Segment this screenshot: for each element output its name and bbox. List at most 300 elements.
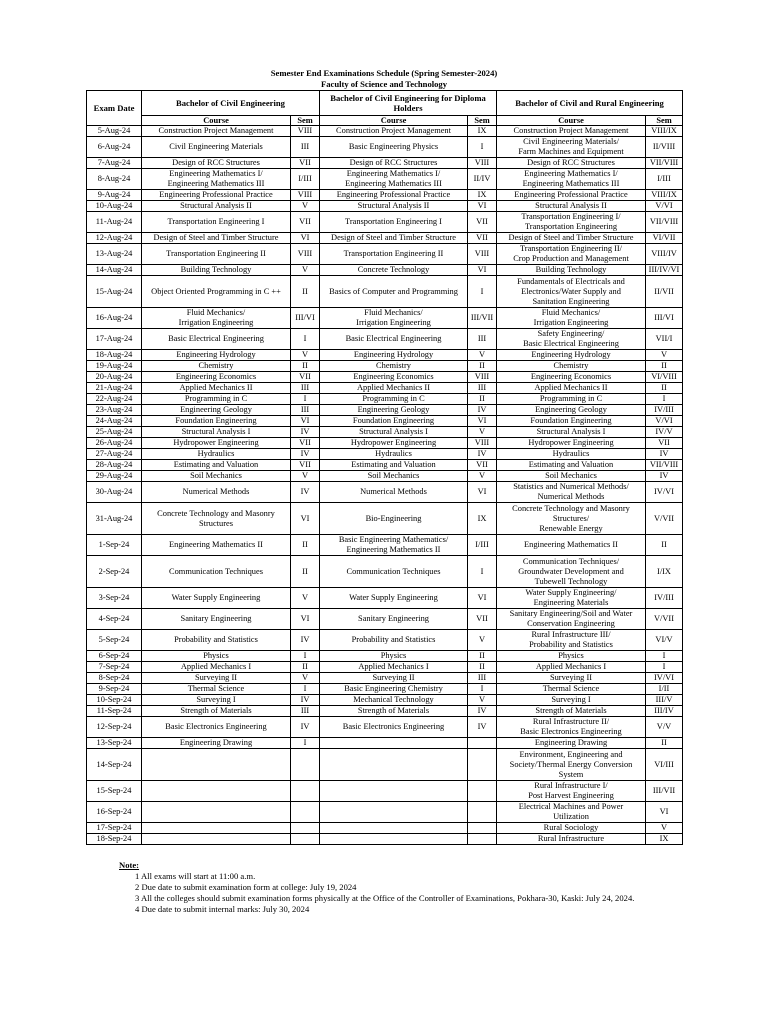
- course-cell: [142, 394, 291, 405]
- sem-cell: [646, 471, 683, 482]
- semester: IX: [477, 126, 487, 135]
- exam-date: 14-Sep-24: [96, 759, 132, 769]
- course-line: Basic Electrical Engineering: [345, 334, 442, 343]
- exam-date: 31-Aug-24: [95, 513, 133, 523]
- sem-cell: [291, 201, 320, 212]
- sem-cell: [646, 834, 683, 845]
- course-line: Soil Mechanics: [545, 471, 597, 480]
- semester: I: [662, 651, 666, 660]
- exam-date: 16-Sep-24: [96, 807, 132, 816]
- semester: VI/VIII: [651, 372, 677, 381]
- exam-date-cell: [87, 394, 142, 405]
- exam-date-cell: [87, 372, 142, 383]
- semester: VIII: [297, 126, 313, 135]
- course-line: Engineering Mathematics I/: [346, 169, 441, 178]
- course-cell: [320, 169, 468, 190]
- exam-date: 11-Aug-24: [95, 217, 133, 226]
- course-cell: [320, 416, 468, 427]
- note-item: 2 Due date to submit examination form at college: July 19, 2024: [135, 882, 357, 892]
- sem-cell: [291, 276, 320, 308]
- sem-cell: [646, 630, 683, 651]
- course-cell: [142, 126, 291, 137]
- course-cell: [320, 449, 468, 460]
- semester: I: [303, 651, 307, 660]
- course-cell: [320, 802, 468, 823]
- course-cell: [497, 651, 646, 662]
- sem-cell: [646, 427, 683, 438]
- course-cell: [142, 244, 291, 265]
- sem-cell: [291, 350, 320, 361]
- sem-cell: [291, 137, 320, 158]
- course-cell: [142, 823, 291, 834]
- course-cell: [497, 738, 646, 749]
- sem-cell: [646, 201, 683, 212]
- course-cell: [497, 233, 646, 244]
- sem-cell: [468, 416, 497, 427]
- table-row: [87, 438, 683, 449]
- sem-cell: [646, 438, 683, 449]
- sem-cell: [468, 609, 497, 630]
- semester: IV/V: [655, 427, 673, 436]
- course-cell: [142, 706, 291, 717]
- sem-cell: [646, 405, 683, 416]
- course-line: Statistics and Numerical Methods/: [513, 482, 629, 491]
- sem-cell: [646, 372, 683, 383]
- exam-date: 8-Aug-24: [97, 174, 131, 183]
- course-line: Structural Analysis I: [181, 427, 251, 436]
- exam-date: 2-Sep-24: [98, 566, 130, 576]
- course-cell: [142, 372, 291, 383]
- sem-cell: [291, 630, 320, 651]
- sem-cell: [468, 449, 497, 460]
- schedule-rows: [87, 126, 683, 845]
- sem-cell: [646, 126, 683, 137]
- sem-cell: [646, 169, 683, 190]
- semester: V: [301, 265, 309, 274]
- course-line: Fluid Mechanics/: [364, 308, 423, 317]
- course-line: Chemistry: [198, 361, 234, 370]
- exam-date: 1-Sep-24: [98, 540, 130, 549]
- sem-cell: [291, 329, 320, 350]
- semester: II: [302, 540, 308, 549]
- exam-date-cell: [87, 609, 142, 630]
- course-cell: [320, 383, 468, 394]
- course-line: Engineering Geology: [357, 405, 430, 414]
- exam-date-cell: [87, 695, 142, 706]
- exam-schedule-table: [86, 90, 683, 845]
- course-line: Probability and Statistics: [529, 640, 613, 649]
- semester: IV: [659, 449, 669, 458]
- exam-date: 30-Aug-24: [95, 487, 133, 496]
- course-line: Society/Thermal Energy Conversion: [509, 759, 633, 769]
- semester: VIII/IX: [651, 126, 677, 135]
- course-line: Communication Techniques: [346, 566, 441, 576]
- exam-date-cell: [87, 630, 142, 651]
- sem-cell: [291, 673, 320, 684]
- semester: VI/III: [654, 759, 674, 769]
- sem-cell: [291, 609, 320, 630]
- table-row: [87, 706, 683, 717]
- course-line: Soil Mechanics: [190, 471, 242, 480]
- course-cell: [320, 427, 468, 438]
- semester: II/VIII: [652, 142, 676, 151]
- course-line: Rural Infrastructure III/: [531, 630, 611, 639]
- exam-date-cell: [87, 438, 142, 449]
- course-line: Hydraulics: [197, 449, 235, 458]
- course-cell: [497, 416, 646, 427]
- course-cell: [142, 588, 291, 609]
- semester: I: [662, 394, 666, 403]
- course-line: Transportation Engineering II/: [519, 244, 623, 253]
- semester: I: [480, 142, 484, 151]
- course-cell: [142, 212, 291, 233]
- course-line: Structural Analysis II: [535, 201, 607, 210]
- course-cell: [142, 329, 291, 350]
- course-line: Basics of Computer and Programming: [329, 286, 458, 296]
- course-cell: [142, 460, 291, 471]
- course-line: Structural Analysis II: [180, 201, 252, 210]
- semester: VIII: [297, 249, 313, 258]
- semester: V: [478, 471, 486, 480]
- course-line: Transportation Engineering I: [345, 217, 442, 226]
- sem-cell: [291, 749, 320, 781]
- exam-date: 22-Aug-24: [95, 394, 133, 403]
- course-line: Basic Electrical Engineering: [523, 339, 619, 348]
- sem-cell: [468, 405, 497, 416]
- table-row: [87, 244, 683, 265]
- semester: IV: [659, 471, 669, 480]
- sem-cell: [291, 158, 320, 169]
- semester: II: [479, 361, 485, 370]
- table-row: [87, 802, 683, 823]
- sem-cell: [291, 438, 320, 449]
- semester: VII/I: [655, 334, 673, 343]
- sem-cell: [291, 308, 320, 329]
- sem-cell: [468, 383, 497, 394]
- exam-date-cell: [87, 233, 142, 244]
- exam-date: 5-Aug-24: [97, 126, 131, 135]
- exam-date-cell: [87, 706, 142, 717]
- semester: III/VII: [470, 313, 494, 322]
- exam-date: 13-Aug-24: [95, 249, 133, 258]
- course-cell: [497, 503, 646, 535]
- course-line: Engineering Drawing: [179, 738, 253, 747]
- course-cell: [497, 169, 646, 190]
- table-row: [87, 449, 683, 460]
- sem-cell: [646, 265, 683, 276]
- course-cell: [497, 212, 646, 233]
- course-line: Concrete Technology: [357, 265, 430, 274]
- course-cell: [320, 588, 468, 609]
- course-cell: [497, 823, 646, 834]
- exam-date-cell: [87, 651, 142, 662]
- semester: IV: [477, 449, 487, 458]
- semester: V/V: [656, 722, 672, 731]
- course-line: Programming in C: [184, 394, 248, 403]
- course-cell: [142, 158, 291, 169]
- course-line: Engineering Hydrology: [353, 350, 434, 359]
- sem-cell: [291, 405, 320, 416]
- course-line: Structural Analysis I: [359, 427, 428, 436]
- course-line: Environment, Engineering and: [519, 749, 623, 759]
- exam-date-cell: [87, 503, 142, 535]
- sem-cell: [646, 673, 683, 684]
- exam-date-cell: [87, 738, 142, 749]
- sem-cell: [646, 695, 683, 706]
- exam-date-cell: [87, 834, 142, 845]
- course-cell: [497, 834, 646, 845]
- sem-cell: [291, 802, 320, 823]
- course-line: Fluid Mechanics/: [186, 308, 246, 317]
- course-cell: [320, 137, 468, 158]
- sem-cell: [646, 738, 683, 749]
- course-line: Rural Infrastructure I/: [534, 781, 608, 790]
- sem-cell: [468, 190, 497, 201]
- course-cell: [320, 308, 468, 329]
- course-line: Construction Project Management: [336, 126, 451, 135]
- course-line: Engineering Mathematics I/: [169, 169, 263, 178]
- exam-date: 12-Aug-24: [95, 233, 133, 242]
- semester: IV: [300, 635, 310, 644]
- exam-date-header: Exam Date: [87, 91, 142, 126]
- sem-cell: [646, 361, 683, 372]
- semester: III/VI: [295, 313, 315, 322]
- table-row: [87, 662, 683, 673]
- notes-section: [119, 860, 634, 915]
- course-line: Electronics/Water Supply and: [521, 286, 621, 296]
- course-cell: [320, 749, 468, 781]
- course-line: Civil Engineering Materials/: [523, 137, 619, 146]
- course-line: Engineering Professional Practice: [514, 190, 628, 199]
- sem-cell: [291, 265, 320, 276]
- semester: I: [480, 566, 484, 576]
- sem-cell: [291, 416, 320, 427]
- sem-cell: [291, 460, 320, 471]
- exam-date-cell: [87, 416, 142, 427]
- sem-cell: [646, 233, 683, 244]
- exam-date: 12-Sep-24: [96, 722, 132, 731]
- course-cell: [320, 190, 468, 201]
- course-line: Engineering Hydrology: [531, 350, 611, 359]
- semester: VII: [299, 460, 311, 469]
- sem-cell: [468, 265, 497, 276]
- sem-cell: [468, 781, 497, 802]
- sem-cell: [291, 471, 320, 482]
- course-line: Numerical Methods: [182, 487, 250, 496]
- semester: IX: [477, 513, 487, 523]
- course-cell: [142, 449, 291, 460]
- course-line: Hydraulics: [552, 449, 590, 458]
- course-header: Course: [142, 116, 291, 126]
- sem-header: Sem: [291, 116, 320, 126]
- course-line: Numerical Methods: [537, 492, 605, 501]
- sem-cell: [646, 212, 683, 233]
- table-row: [87, 158, 683, 169]
- table-row: [87, 126, 683, 137]
- exam-date-cell: [87, 190, 142, 201]
- semester: V: [660, 823, 668, 832]
- exam-date-cell: [87, 449, 142, 460]
- course-cell: [320, 823, 468, 834]
- course-line: Applied Mechanics I: [358, 662, 429, 671]
- sem-cell: [646, 651, 683, 662]
- exam-date: 18-Sep-24: [96, 834, 132, 843]
- sem-cell: [646, 706, 683, 717]
- semester: V/VII: [654, 614, 675, 623]
- sem-cell: [291, 169, 320, 190]
- course-cell: [497, 361, 646, 372]
- sem-cell: [468, 329, 497, 350]
- course-line: Concrete Technology and Masonry: [157, 508, 275, 518]
- course-line: Rural Sociology: [543, 823, 599, 832]
- course-cell: [320, 405, 468, 416]
- semester: II: [479, 651, 485, 660]
- course-cell: [497, 535, 646, 556]
- exam-date: 15-Aug-24: [95, 286, 133, 296]
- course-cell: [497, 427, 646, 438]
- course-line: Water Supply Engineering: [171, 593, 261, 602]
- semester: II: [302, 566, 308, 576]
- course-line: Bio-Engineering: [365, 513, 422, 523]
- sem-cell: [646, 276, 683, 308]
- course-cell: [142, 684, 291, 695]
- semester: II: [479, 662, 485, 671]
- exam-date: 18-Aug-24: [95, 350, 133, 359]
- table-row: [87, 350, 683, 361]
- semester: VIII/IV: [651, 249, 677, 258]
- course-cell: [142, 695, 291, 706]
- course-line: Construction Project Management: [513, 126, 629, 135]
- table-row: [87, 361, 683, 372]
- exam-date: 27-Aug-24: [95, 449, 133, 458]
- course-line: Engineering Mathematics II: [169, 540, 263, 549]
- sem-cell: [646, 684, 683, 695]
- course-cell: [497, 630, 646, 651]
- course-cell: [142, 482, 291, 503]
- course-header: Course: [320, 116, 468, 126]
- table-row: [87, 405, 683, 416]
- semester: III: [300, 142, 310, 151]
- semester: II: [479, 394, 485, 403]
- sem-cell: [468, 535, 497, 556]
- course-cell: [497, 372, 646, 383]
- sem-cell: [646, 383, 683, 394]
- course-line: Electrical Machines and Power: [518, 802, 624, 811]
- semester: VI: [477, 593, 487, 602]
- course-cell: [142, 137, 291, 158]
- course-cell: [142, 201, 291, 212]
- sem-cell: [468, 749, 497, 781]
- semester: VI: [477, 201, 487, 210]
- course-line: Rural Infrastructure: [537, 834, 605, 843]
- course-line: Basic Engineering Chemistry: [344, 684, 443, 693]
- semester: IV/VI: [654, 487, 675, 496]
- course-line: Basic Electronics Engineering: [165, 722, 267, 731]
- course-cell: [497, 137, 646, 158]
- sem-header: Sem: [468, 116, 497, 126]
- semester: II: [661, 361, 667, 370]
- table-row: [87, 233, 683, 244]
- semester: VI: [477, 487, 487, 496]
- exam-date-cell: [87, 781, 142, 802]
- sem-cell: [468, 438, 497, 449]
- semester: I/IX: [657, 566, 671, 576]
- course-line: Strength of Materials: [180, 706, 252, 715]
- course-line: Applied Mechanics II: [356, 383, 431, 392]
- exam-date-cell: [87, 802, 142, 823]
- semester: III: [300, 706, 310, 715]
- sem-cell: [468, 706, 497, 717]
- sem-cell: [291, 212, 320, 233]
- exam-date-cell: [87, 329, 142, 350]
- semester: VI: [300, 416, 310, 425]
- exam-date: 24-Aug-24: [95, 416, 133, 425]
- course-line: Utilization: [553, 812, 589, 821]
- course-line: Transportation Engineering II: [166, 249, 266, 258]
- course-cell: [497, 673, 646, 684]
- exam-date: 11-Sep-24: [96, 706, 132, 715]
- semester: III/IV/VI: [648, 265, 680, 274]
- semester: VII/VIII: [649, 217, 679, 226]
- course-line: Transportation Engineering II: [343, 249, 444, 258]
- exam-date: 21-Aug-24: [95, 383, 133, 392]
- course-line: Irrigation Engineering: [178, 318, 254, 327]
- course-line: Engineering Mathematics I/: [524, 169, 618, 178]
- course-line: Engineering Economics: [353, 372, 434, 381]
- course-cell: [320, 630, 468, 651]
- exam-date-cell: [87, 361, 142, 372]
- semester: V: [478, 427, 486, 436]
- semester: III/VII: [652, 786, 676, 795]
- course-line: Basic Electronics Engineering: [342, 722, 445, 731]
- course-line: Hydraulics: [375, 449, 412, 458]
- course-line: Engineering Materials: [533, 598, 609, 607]
- sem-cell: [291, 695, 320, 706]
- exam-date: 6-Aug-24: [97, 142, 131, 151]
- course-cell: [142, 308, 291, 329]
- course-line: Building Technology: [535, 265, 607, 274]
- semester: VIII/IX: [651, 190, 677, 199]
- course-line: Engineering Mathematics III: [522, 179, 620, 188]
- semester: VII/VIII: [649, 460, 679, 469]
- semester: II: [302, 286, 308, 296]
- course-line: Surveying II: [372, 673, 415, 682]
- table-row: [87, 201, 683, 212]
- exam-date-cell: [87, 471, 142, 482]
- course-line: Engineering Mathematics II: [346, 545, 441, 554]
- course-cell: [497, 662, 646, 673]
- course-line: Engineering Mathematics III: [167, 179, 265, 188]
- exam-date: 6-Sep-24: [98, 651, 130, 660]
- course-cell: [142, 802, 291, 823]
- sem-cell: [468, 244, 497, 265]
- course-cell: [320, 535, 468, 556]
- course-line: Strength of Materials: [535, 706, 607, 715]
- sem-cell: [468, 372, 497, 383]
- document-title: Semester End Examinations Schedule (Spring Semester-2024): [270, 68, 498, 78]
- semester: I: [662, 662, 666, 671]
- semester: VII/VIII: [649, 158, 679, 167]
- course-line: Sanitation Engineering: [532, 296, 610, 306]
- course-line: Foundation Engineering: [175, 416, 257, 425]
- course-line: Hydropower Engineering: [173, 438, 259, 447]
- course-line: Engineering Economics: [530, 372, 612, 381]
- course-cell: [320, 609, 468, 630]
- course-line: Sanitary Engineering: [358, 614, 429, 623]
- course-line: Physics: [203, 651, 229, 660]
- course-cell: [320, 329, 468, 350]
- exam-date: 26-Aug-24: [95, 438, 133, 447]
